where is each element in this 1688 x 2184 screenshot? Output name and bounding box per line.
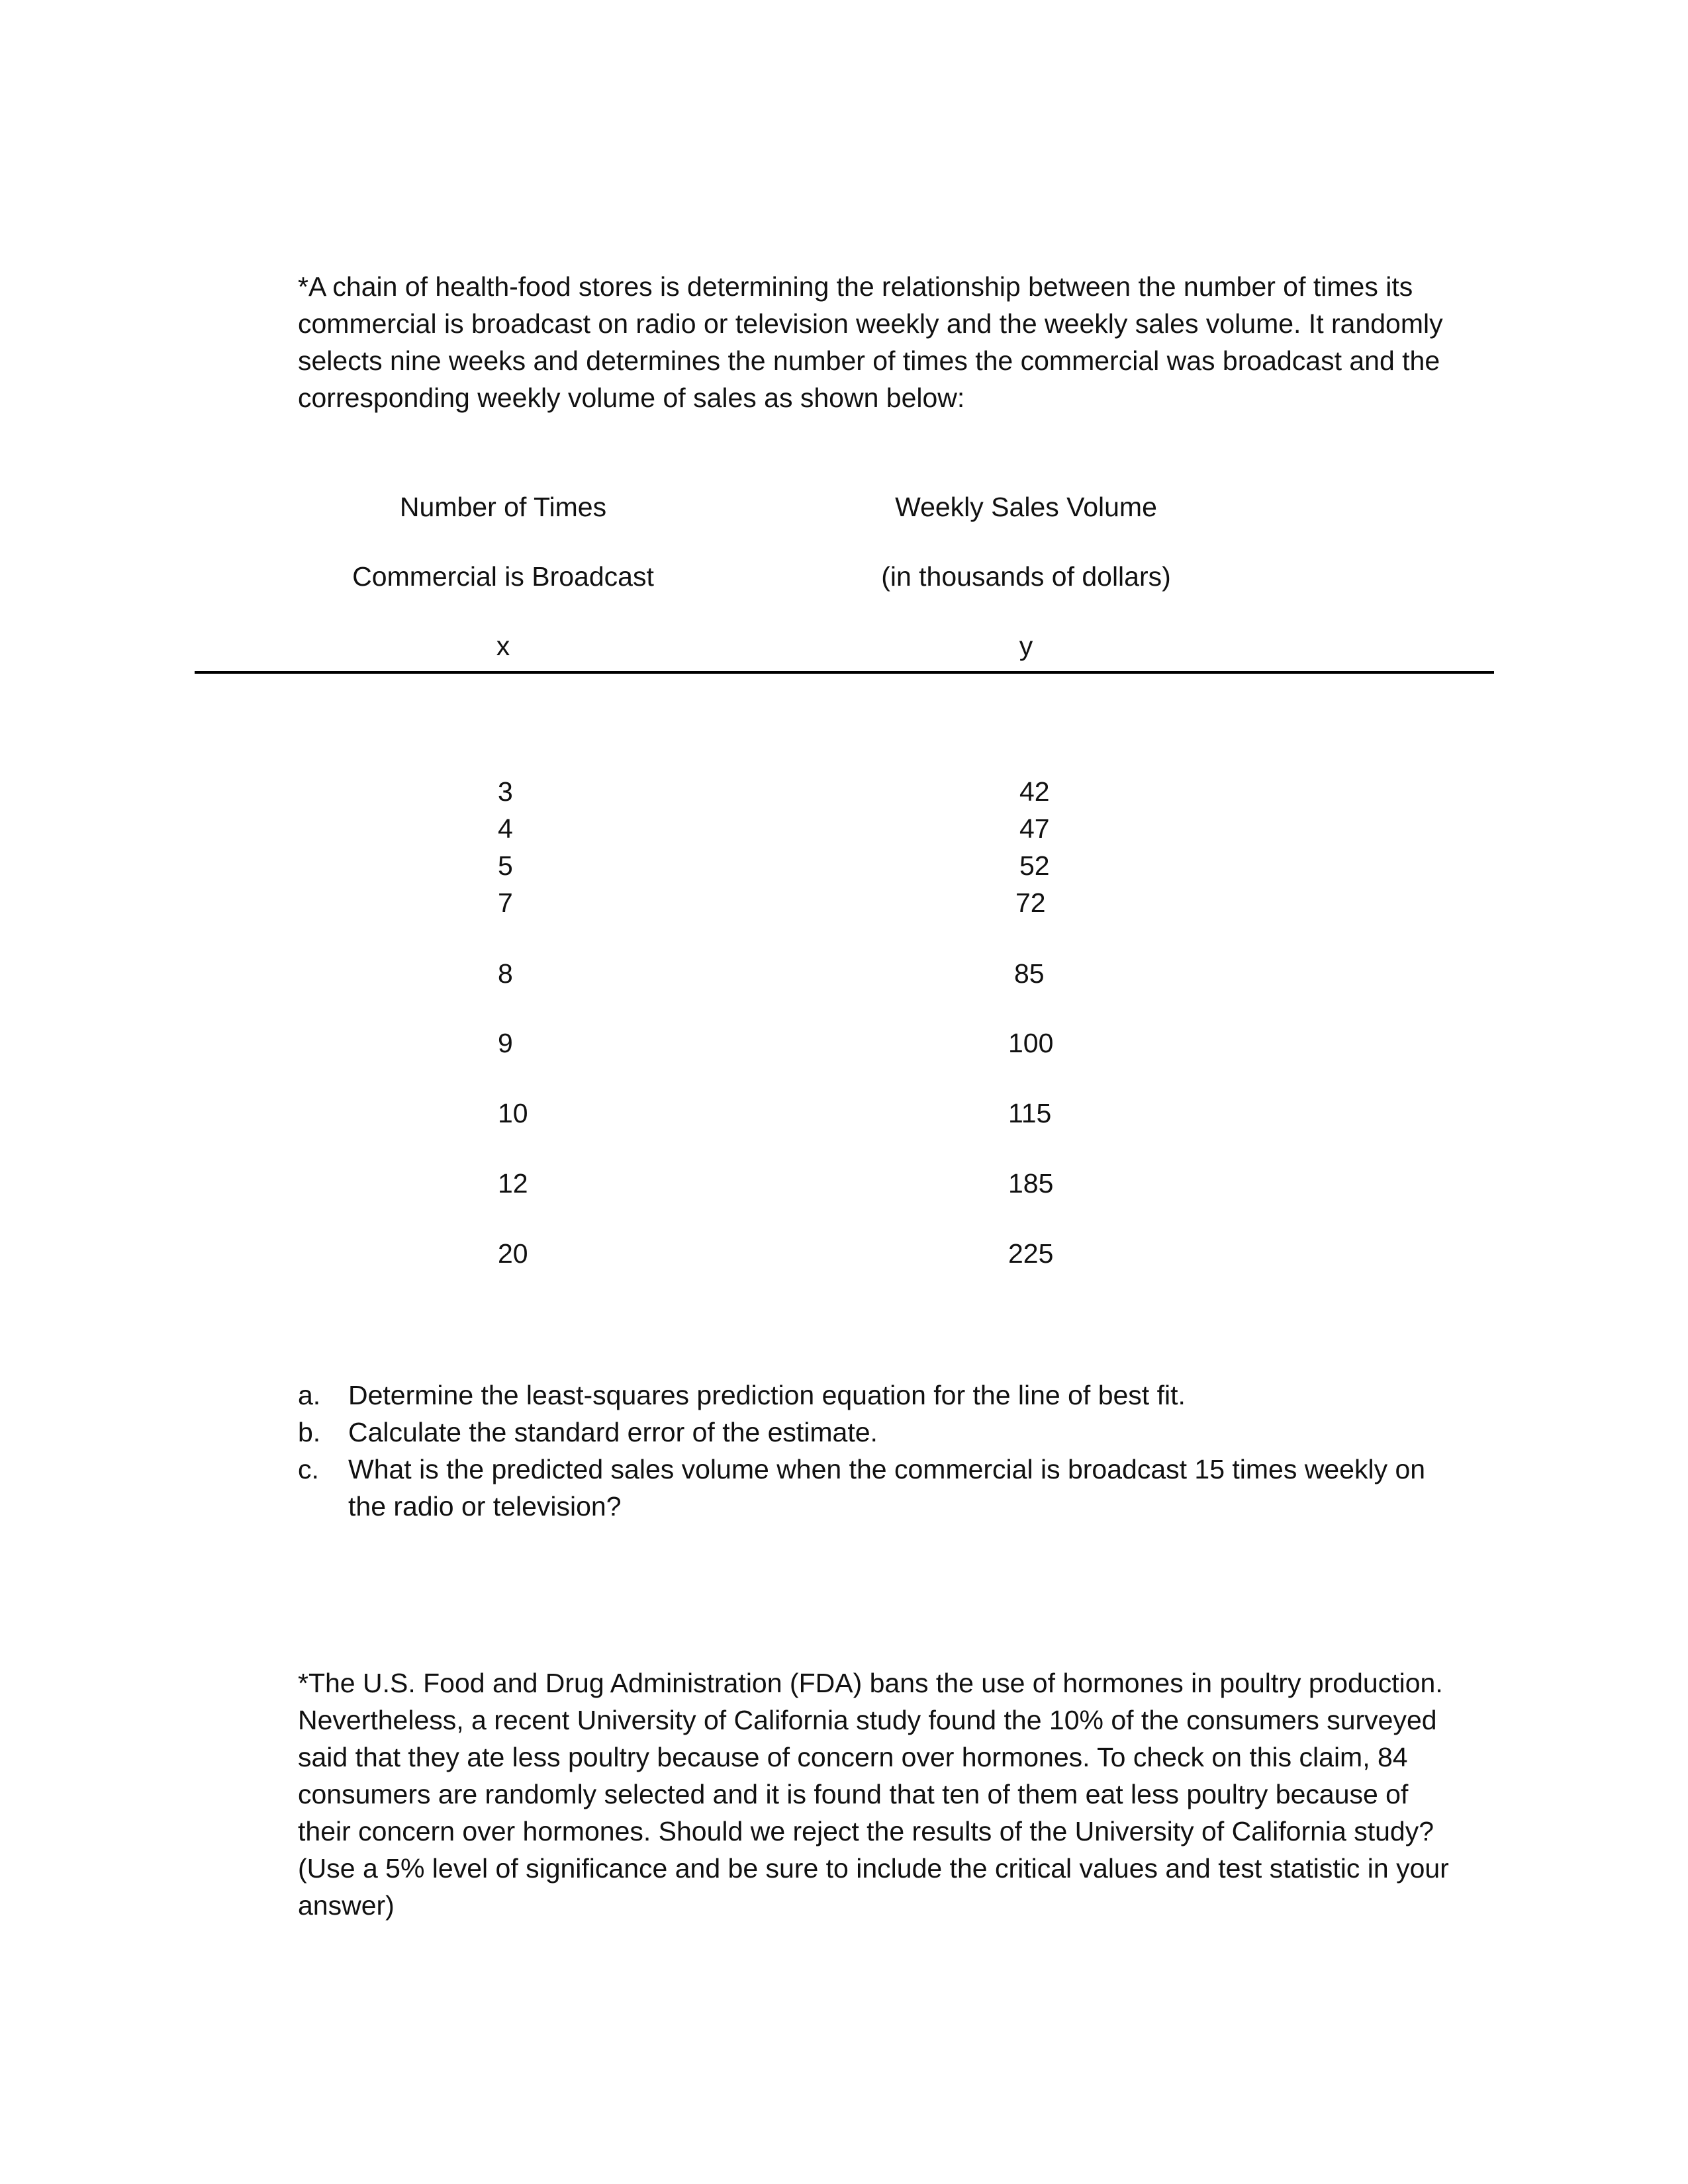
y-value: 100 <box>1008 1028 1054 1058</box>
column-header-line: Commercial is Broadcast <box>352 561 654 592</box>
column-variable-label: y <box>1019 631 1033 661</box>
question-text: What is the predicted sales volume when the commercial is broadcast 15 times weekly on <box>348 1454 1426 1484</box>
y-value: 185 <box>1008 1168 1054 1199</box>
problem2-line: *The U.S. Food and Drug Administration (FDA) bans the use of hormones in poultry production. <box>298 1668 1443 1698</box>
x-value: 5 <box>498 850 513 881</box>
x-value: 7 <box>498 887 513 918</box>
x-value: 9 <box>498 1028 513 1058</box>
x-value: 10 <box>498 1098 528 1128</box>
problem2-line: said that they ate less poultry because of concern over hormones. To check on this claim, 84 <box>298 1742 1408 1772</box>
x-value: 12 <box>498 1168 528 1199</box>
x-value: 8 <box>498 958 513 989</box>
question-text: Calculate the standard error of the estimate. <box>348 1417 878 1447</box>
column-header-line: Weekly Sales Volume <box>895 492 1157 522</box>
problem2-line: Nevertheless, a recent University of California study found the 10% of the consumers surveyed <box>298 1705 1437 1735</box>
y-value: 72 <box>1015 887 1046 918</box>
problem2-line: answer) <box>298 1890 395 1921</box>
list-marker: a. <box>298 1380 321 1410</box>
problem1-intro-line: *A chain of health-food stores is determining the relationship between the number of times its <box>298 271 1413 302</box>
list-marker: b. <box>298 1417 321 1447</box>
list-marker: c. <box>298 1454 319 1484</box>
x-value: 3 <box>498 776 513 807</box>
y-value: 52 <box>1019 850 1050 881</box>
question-text: the radio or television? <box>348 1491 622 1522</box>
x-value: 4 <box>498 813 513 844</box>
problem2-line: consumers are randomly selected and it is found that ten of them eat less poultry because of <box>298 1779 1409 1809</box>
column-variable-label: x <box>496 631 510 661</box>
y-value: 115 <box>1008 1098 1052 1128</box>
column-header-line: (in thousands of dollars) <box>881 561 1171 592</box>
question-text: Determine the least-squares prediction equation for the line of best fit. <box>348 1380 1186 1410</box>
column-header-line: Number of Times <box>399 492 607 522</box>
x-value: 20 <box>498 1238 528 1269</box>
problem1-intro-line: selects nine weeks and determines the number of times the commercial was broadcast and the <box>298 345 1440 376</box>
problem2-line: their concern over hormones. Should we reject the results of the University of California study? <box>298 1816 1434 1846</box>
problem2-line: (Use a 5% level of significance and be sure to include the critical values and test statistic in your <box>298 1853 1449 1884</box>
y-value: 47 <box>1019 813 1050 844</box>
problem1-intro-line: commercial is broadcast on radio or television weekly and the weekly sales volume. It randomly <box>298 308 1443 339</box>
y-value: 85 <box>1014 958 1045 989</box>
y-value: 225 <box>1008 1238 1054 1269</box>
problem1-intro-line: corresponding weekly volume of sales as shown below: <box>298 383 965 413</box>
table-header-rule <box>195 671 1494 674</box>
y-value: 42 <box>1019 776 1050 807</box>
